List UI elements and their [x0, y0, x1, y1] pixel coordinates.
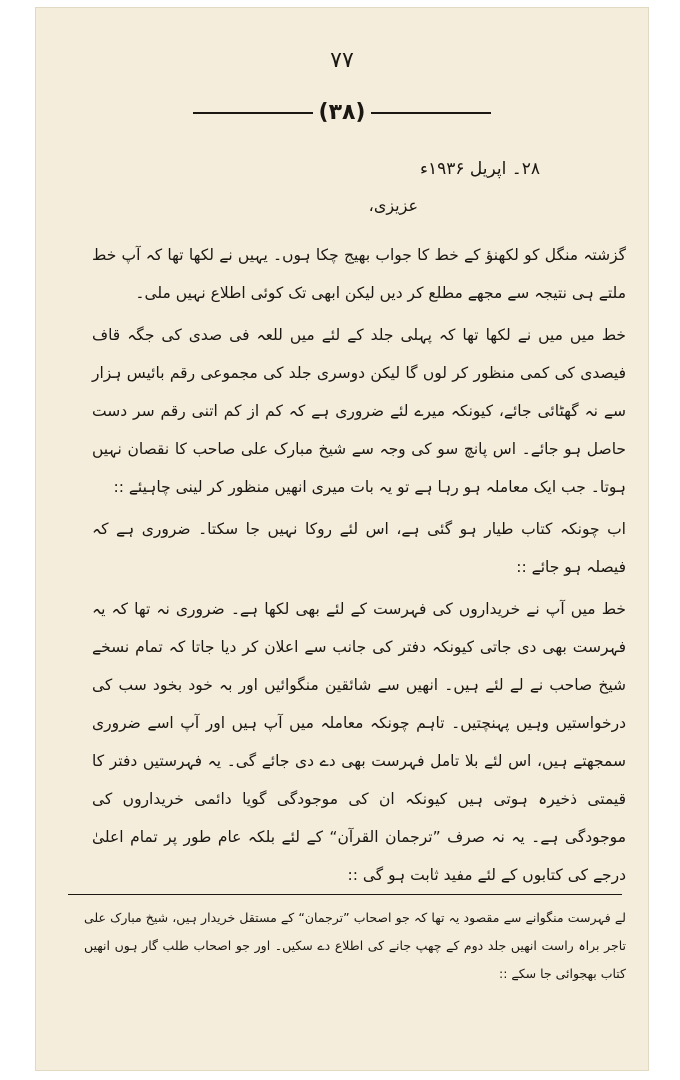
letter-date: ۲۸۔ اپریل ۱۹۳۶ء: [419, 159, 540, 179]
letter-body: [92, 236, 626, 898]
footnote-divider: [68, 894, 622, 895]
paragraph: خط میں آپ نے خریداروں کی فہرست کے لئے بھی لکھا ہے۔ ضروری نہ تھا کہ یہ فہرست بھی دی جاتی کیونکہ دفتر کی جانب سے اعلان کر دیا جاتا کہ تمام نسخے شیخ صاحب نے لے لئے ہیں۔ انھیں سے شائقین منگوائیں اور بہ خود بخود سب کی درخواستیں وہیں پہنچتیں۔ تاہم چونکہ معاملہ میں آپ ہیں اور آپ اسے ضروری سمجھتے ہیں، اس لئے بلا تامل فہرست بھی دے دی جائے گی۔ یہ فہرستیں دفتر کا قیمتی ذخیرہ ہوتی ہیں کیونکہ ان کی موجودگی گویا دائمی خریداروں کی موجودگی ہے۔ یہ نہ صرف ”ترجمان القرآن“ کے لئے بلکہ عام طور پر تمام اعلیٰ درجے کی کتابوں کے لئے مفید ثابت ہو گی ::: [92, 600, 626, 884]
paragraph: گزشتہ منگل کو لکھنؤ کے خط کا جواب بھیج چکا ہوں۔ یہیں نے لکھا تھا کہ آپ خط ملتے ہی نتیجہ سے مجھے مطلع کر دیں لیکن ابھی تک کوئی اطلاع نہیں ملی۔: [92, 246, 626, 302]
letter-heading: [36, 100, 648, 125]
footnote: لے فہرست منگوانے سے مقصود یہ تھا کہ جو اصحاب ”ترجمان“ کے مستقل خریدار ہیں، شیخ مبارک علی تاجر براہ راست انھیں جلد دوم کے چھپ جانے کی اطلاع دے سکیں۔ اور جو اصحاب طلب گار ہوں انھیں کتاب بھجوائی جا سکے ::: [84, 910, 626, 981]
heading-rule-left: [193, 112, 313, 114]
paragraph: خط میں میں نے لکھا تھا کہ پہلی جلد کے لئے میں للعہ فی صدی کی جگہ قاف فیصدی کی کمی منظور کر لوں گا لیکن دوسری جلد کی مجموعی رقم بائیس ہزار سے نہ گھٹائی جائے، کیونکہ میرے لئے ضروری ہے کہ کم از کم اتنی رقم سر دست حاصل ہو جائے۔ اس پانچ سو کی وجہ سے شیخ مبارک علی صاحب کا نقصان نہیں ہوتا۔ جب ایک معاملہ ہو رہا ہے تو یہ بات میری انھیں منظور کر لینی چاہیئے ::: [92, 326, 626, 496]
letter-number: (۳۸): [318, 100, 366, 125]
heading-rule-right: [371, 112, 491, 114]
book-page: [36, 8, 648, 1070]
salutation: عزیزی،: [368, 196, 418, 215]
paragraph: اب چونکہ کتاب طیار ہو گئی ہے، اس لئے روکا نہیں جا سکتا۔ ضروری ہے کہ فیصلہ ہو جائے ::: [92, 520, 626, 576]
page-number: ۷۷: [330, 48, 354, 73]
